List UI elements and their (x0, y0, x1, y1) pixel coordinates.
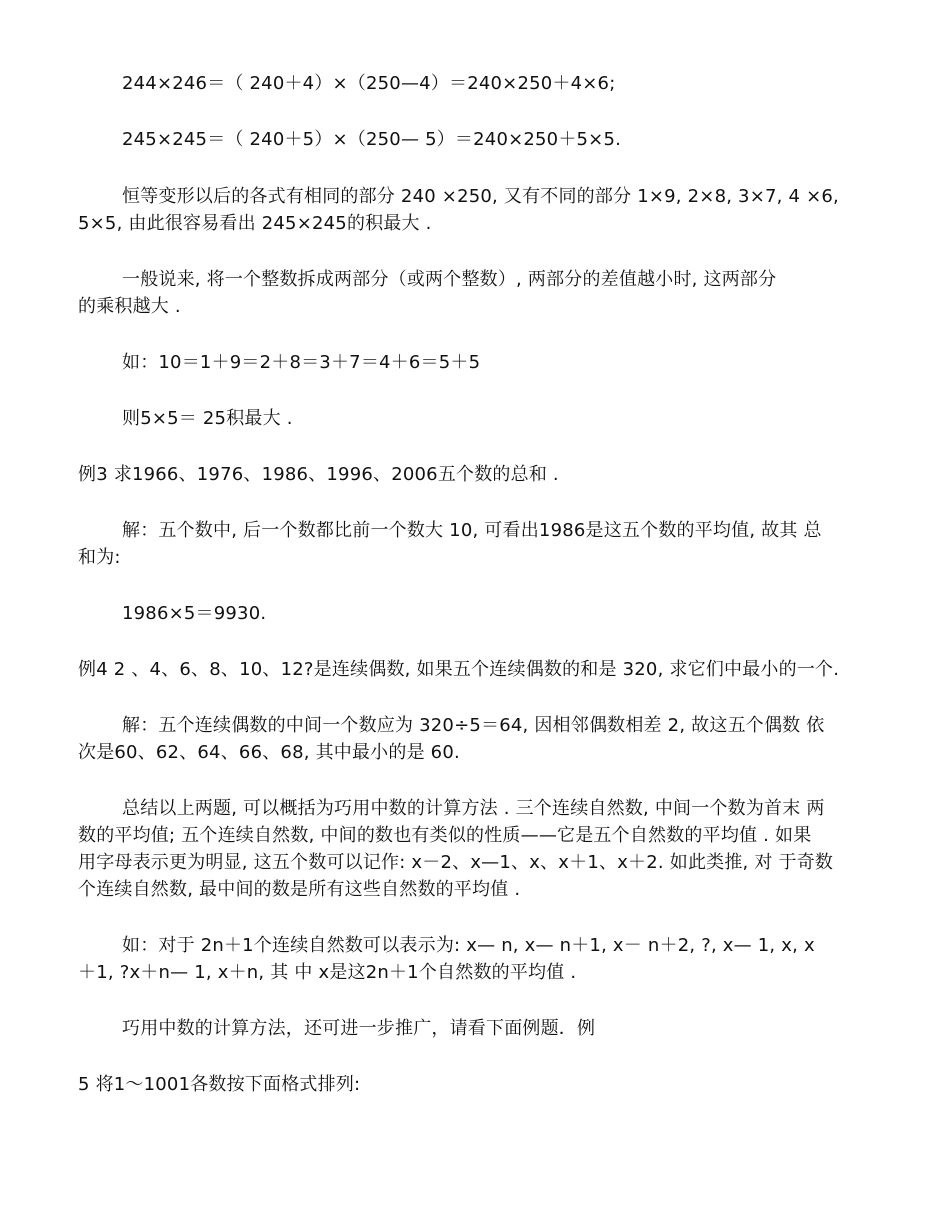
general-form-line-2: ＋1, ?x＋n— 1, x＋n, 其 中 x是这2n＋1个自然数的平均值 . (78, 962, 577, 983)
example-3-solution-line-2: 和为: (78, 547, 121, 568)
example-4-solution-line-1: 解：五个连续偶数的中间一个数应为 320÷5＝64, 因相邻偶数相差 2, 故这五个偶数 依 (122, 715, 825, 736)
example-sum-10: 如：10＝1＋9＝2＋8＝3＋7＝4＋6＝5＋5 (122, 352, 481, 373)
paragraph-general-line-1: 一般说来, 将一个整数拆成两部分（或两个整数）, 两部分的差值越小时, 这两部分 (122, 269, 777, 290)
example-4-solution-line-2: 次是60、62、64、66、68, 其中最小的是 60. (78, 742, 460, 763)
example-3-title: 例3 求1966、1976、1986、1996、2006五个数的总和 . (78, 464, 559, 485)
general-form-line-1: 如：对于 2n＋1个连续自然数可以表示为: x— n, x— n＋1, x－ n＋2, ?, x— 1, x, x (122, 935, 815, 956)
equation-244x246: 244×246＝（ 240＋4）×（250—4）＝240×250＋4×6; (122, 73, 616, 94)
example-5-title: 5 将1～1001各数按下面格式排列: (78, 1074, 361, 1095)
extension-intro: 巧用中数的计算方法，还可进一步推广，请看下面例题．例 (122, 1018, 596, 1039)
summary-line-1: 总结以上两题, 可以概括为巧用中数的计算方法 . 三个连续自然数, 中间一个数为首末 两 (122, 798, 825, 819)
example-3-result: 1986×5＝9930. (122, 603, 267, 624)
equation-245x245: 245×245＝（ 240＋5）×（250— 5）＝240×250＋5×5. (122, 129, 622, 150)
summary-line-2: 数的平均值; 五个连续自然数, 中间的数也有类似的性质——它是五个自然数的平均值 . 如果 (78, 825, 812, 846)
summary-line-4: 个连续自然数, 最中间的数是所有这些自然数的平均值 . (78, 879, 521, 900)
paragraph-identity-line-1: 恒等变形以后的各式有相同的部分 240 ×250, 又有不同的部分 1×9, 2×8, 3×7, 4 ×6, (122, 186, 839, 207)
paragraph-general-line-2: 的乘积越大 . (78, 296, 181, 317)
example-3-solution-line-1: 解：五个数中, 后一个数都比前一个数大 10, 可看出1986是这五个数的平均值, 故其 总 (122, 520, 822, 541)
paragraph-identity-line-2: 5×5, 由此很容易看出 245×245的积最大 . (78, 213, 432, 234)
example-4-title: 例4 2 、4、6、8、10、12?是连续偶数, 如果五个连续偶数的和是 320, 求它们中最小的一个. (78, 659, 840, 680)
summary-line-3: 用字母表示更为明显, 这五个数可以记作: x－2、x—1、x、x＋1、x＋2. 如此类推, 对 于奇数 (78, 852, 834, 873)
example-max-product: 则5×5＝ 25积最大 . (122, 408, 293, 429)
